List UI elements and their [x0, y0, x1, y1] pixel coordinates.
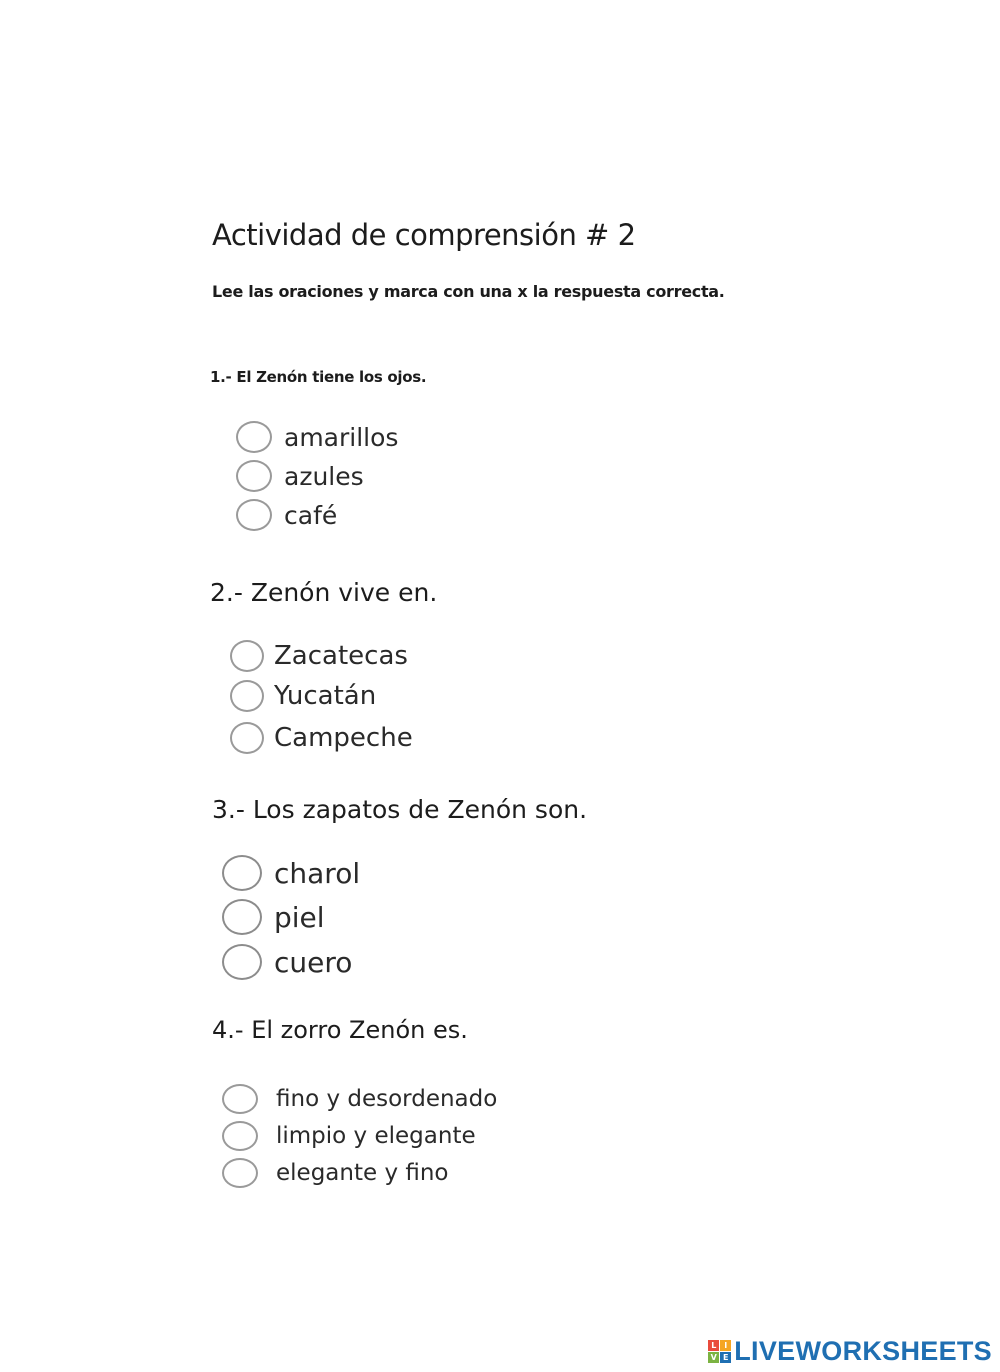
logo-mark-letter: I — [720, 1340, 731, 1351]
radio-circle-icon[interactable] — [236, 499, 272, 531]
question-1-prompt: 1.- El Zenón tiene los ojos. — [210, 368, 427, 386]
option-label: cuero — [274, 945, 353, 979]
radio-circle-icon[interactable] — [230, 722, 264, 754]
question-4-prompt: 4.- El zorro Zenón es. — [212, 1016, 468, 1044]
question-1-option-amarillos[interactable] — [236, 421, 398, 453]
option-label: piel — [274, 900, 325, 934]
radio-circle-icon[interactable] — [222, 944, 262, 980]
radio-circle-icon[interactable] — [222, 1158, 258, 1188]
question-2-prompt: 2.- Zenón vive en. — [210, 578, 438, 607]
liveworksheets-logo[interactable] — [708, 1336, 992, 1366]
worksheet-title: Actividad de comprensión # 2 — [212, 218, 636, 252]
logo-mark-letter: E — [720, 1352, 731, 1363]
option-label: Yucatán — [274, 681, 377, 711]
question-3-option-piel[interactable] — [222, 899, 325, 935]
radio-circle-icon[interactable] — [236, 421, 272, 453]
option-label: Zacatecas — [274, 641, 408, 671]
option-label: amarillos — [284, 422, 399, 452]
question-4-option-limpio-y-elegante[interactable] — [222, 1121, 476, 1151]
radio-circle-icon[interactable] — [236, 460, 272, 492]
option-label: café — [284, 500, 338, 530]
logo-mark-letter: V — [708, 1352, 719, 1363]
option-label: Campeche — [274, 723, 413, 753]
question-4-option-elegante-y-fino[interactable] — [222, 1158, 449, 1188]
question-3-option-cuero[interactable] — [222, 944, 352, 980]
question-2-option-campeche[interactable] — [230, 722, 413, 754]
radio-circle-icon[interactable] — [222, 855, 262, 891]
liveworksheets-logo-text: LIVEWORKSHEETS — [734, 1335, 992, 1366]
question-3-prompt: 3.- Los zapatos de Zenón son. — [212, 795, 588, 824]
option-label: charol — [274, 856, 361, 890]
worksheet-instruction: Lee las oraciones y marca con una x la respuesta correcta. — [212, 282, 725, 301]
radio-circle-icon[interactable] — [222, 1121, 258, 1151]
question-2-option-zacatecas[interactable] — [230, 640, 408, 672]
question-3-option-charol[interactable] — [222, 855, 360, 891]
liveworksheets-logo-icon — [708, 1340, 731, 1363]
question-4-option-fino-y-desordenado[interactable] — [222, 1084, 497, 1114]
question-1-option-azules[interactable] — [236, 460, 364, 492]
question-1-option-cafe[interactable] — [236, 499, 337, 531]
question-2-option-yucatan[interactable] — [230, 680, 376, 712]
option-label: azules — [284, 461, 364, 491]
radio-circle-icon[interactable] — [230, 640, 264, 672]
radio-circle-icon[interactable] — [230, 680, 264, 712]
radio-circle-icon[interactable] — [222, 899, 262, 935]
option-label: fino y desordenado — [276, 1086, 498, 1112]
radio-circle-icon[interactable] — [222, 1084, 258, 1114]
logo-mark-letter: L — [708, 1340, 719, 1351]
option-label: limpio y elegante — [276, 1123, 476, 1149]
option-label: elegante y fino — [276, 1160, 449, 1186]
